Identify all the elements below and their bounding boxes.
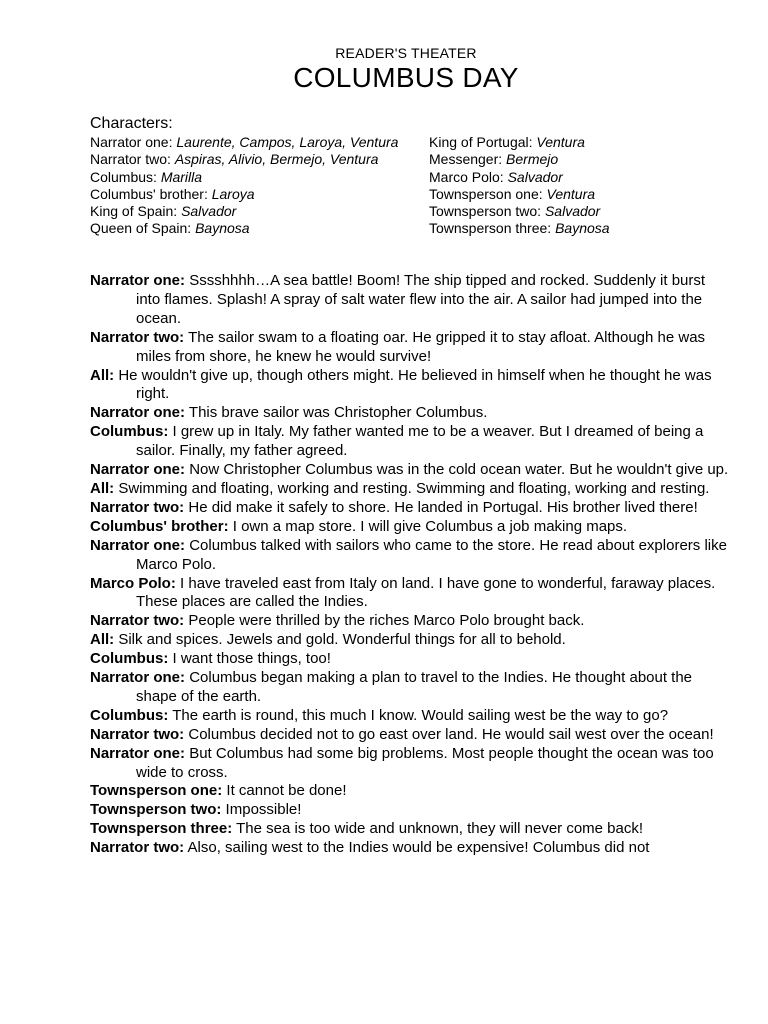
cast-entry	[429, 203, 759, 220]
cast-list-left	[90, 134, 430, 238]
dialogue-text: But Columbus had some big problems. Most people thought the ocean was too wide to cross.	[136, 744, 714, 781]
cast-entry	[90, 203, 430, 220]
cast-entry	[429, 169, 759, 186]
script-line	[90, 499, 730, 518]
cast-role: King of Portugal:	[429, 134, 537, 150]
dialogue-text: The earth is round, this much I know. Would sailing west be the way to go?	[168, 706, 669, 724]
dialogue-text: I own a map store. I will give Columbus a job making maps.	[228, 517, 628, 535]
dialogue-text: Also, sailing west to the Indies would be expensive! Columbus did not	[184, 839, 650, 857]
cast-actor: Ventura	[546, 185, 596, 202]
cast-role: Narrator one:	[90, 134, 177, 150]
script-line	[90, 631, 730, 650]
dialogue-text: I grew up in Italy. My father wanted me to be a weaver. But I dreamed of being a sailor. Finally, my father agreed.	[136, 423, 704, 460]
cast-role: Queen of Spain:	[90, 220, 196, 237]
script-line	[90, 518, 730, 537]
cast-actor: Laroya	[211, 185, 255, 202]
script-line	[90, 423, 730, 461]
speaker-name: Columbus:	[90, 706, 169, 724]
cast-role: Townsperson one:	[429, 185, 547, 202]
script-line	[90, 329, 730, 367]
speaker-name: All:	[90, 479, 115, 497]
cast-entry	[429, 151, 759, 168]
cast-role: Marco Polo:	[429, 168, 508, 185]
script-line	[90, 726, 730, 745]
speaker-name: Townsperson one:	[90, 782, 223, 800]
dialogue-text: It cannot be done!	[222, 782, 347, 800]
dialogue-text: He did make it safely to shore. He landed in Portugal. His brother lived there!	[184, 498, 698, 516]
cast-actor: Marilla	[160, 168, 203, 185]
speaker-name: All:	[90, 631, 115, 649]
dialogue-text: The sailor swam to a floating oar. He gripped it to stay afloat. Although he was miles from shore, he knew he would survive!	[136, 328, 706, 365]
speaker-name: Narrator two:	[90, 498, 185, 516]
script-line	[90, 707, 730, 726]
speaker-name: Narrator two:	[90, 725, 185, 743]
dialogue-text: He wouldn't give up, though others might. He believed in himself when he thought he was right.	[114, 366, 712, 403]
cast-actor: Aspiras, Alivio, Bermejo, Ventura	[174, 151, 379, 168]
dialogue-text: Columbus decided not to go east over land. He would sail west over the ocean!	[184, 725, 714, 743]
cast-actor: Ventura	[536, 134, 585, 150]
script-line	[90, 461, 730, 480]
cast-actor: Salvador	[507, 168, 563, 185]
speaker-name: Narrator two:	[90, 612, 185, 630]
script-line	[90, 820, 730, 839]
dialogue-text: People were thrilled by the riches Marco Polo brought back.	[184, 612, 585, 630]
script-line	[90, 480, 730, 499]
speaker-name: Narrator one:	[90, 461, 186, 479]
script-line	[90, 575, 730, 613]
speaker-name: Narrator one:	[90, 272, 186, 289]
dialogue-text: I want those things, too!	[168, 650, 331, 668]
script-line	[90, 745, 730, 783]
speaker-name: Narrator one:	[90, 669, 186, 687]
cast-role: Columbus:	[90, 168, 161, 185]
dialogue-text: Now Christopher Columbus was in the cold ocean water. But he wouldn't give up.	[185, 461, 729, 479]
script-line	[90, 367, 730, 405]
script-line	[90, 782, 730, 801]
script-line	[90, 404, 730, 423]
cast-role: Townsperson three:	[429, 220, 556, 237]
cast-entry	[90, 169, 430, 186]
document-subtitle: READER'S THEATER	[335, 45, 477, 61]
cast-entry	[429, 186, 759, 203]
cast-entry	[90, 134, 430, 151]
speaker-name: Narrator two:	[90, 328, 185, 346]
script-line	[90, 272, 730, 329]
cast-entry	[90, 220, 430, 237]
cast-role: Narrator two:	[90, 151, 175, 168]
cast-role: King of Spain:	[90, 203, 182, 220]
script-line	[90, 612, 730, 631]
speaker-name: Columbus:	[90, 650, 169, 668]
speaker-name: Townsperson two:	[90, 801, 222, 819]
cast-entry	[429, 134, 759, 151]
speaker-name: Narrator one:	[90, 536, 186, 554]
document-title: COLUMBUS DAY	[293, 62, 519, 93]
speaker-name: Columbus' brother:	[90, 517, 229, 535]
cast-actor: Baynosa	[555, 220, 610, 237]
dialogue-text: Columbus began making a plan to travel to the Indies. He thought about the shape of the earth.	[136, 669, 693, 705]
dialogue-text: This brave sailor was Christopher Columbus.	[185, 404, 488, 422]
script-line	[90, 650, 730, 669]
dialogue-text: Silk and spices. Jewels and gold. Wonderful things for all to behold.	[114, 631, 566, 649]
speaker-name: Townsperson three:	[90, 820, 233, 838]
cast-list-right	[429, 134, 759, 238]
cast-actor: Salvador	[544, 203, 601, 220]
speaker-name: Narrator one:	[90, 744, 186, 762]
cast-role: Townsperson two:	[429, 203, 545, 220]
script-line	[90, 839, 730, 858]
cast-entry	[429, 220, 759, 237]
cast-actor: Bermejo	[506, 151, 559, 168]
script-line	[90, 537, 730, 575]
speaker-name: Narrator one:	[90, 404, 186, 422]
cast-entry	[90, 186, 430, 203]
dialogue-text: Columbus talked with sailors who came to the store. He read about explorers like Marco Polo.	[136, 536, 727, 573]
dialogue-text: Impossible!	[221, 801, 302, 819]
speaker-name: Narrator two:	[90, 839, 185, 857]
speaker-name: Columbus:	[90, 423, 169, 441]
speaker-name: Marco Polo:	[90, 574, 176, 592]
cast-role: Messenger:	[429, 151, 507, 168]
dialogue-text: I have traveled east from Italy on land. I have gone to wonderful, faraway places. These places are called the Indies.	[136, 574, 716, 611]
cast-actor: Laurente, Campos, Laroya, Ventura	[176, 134, 399, 150]
cast-entry	[90, 151, 430, 168]
dialogue-text: Swimming and floating, working and resting. Swimming and floating, working and resting.	[114, 479, 710, 497]
characters-heading: Characters:	[90, 115, 173, 132]
cast-actor: Salvador	[181, 203, 237, 220]
script-line	[90, 669, 730, 707]
speaker-name: All:	[90, 366, 115, 384]
dialogue-text: Sssshhhh…A sea battle! Boom! The ship tipped and rocked. Suddenly it burst into flames. Splash! A spray of salt water flew into the air. A sailor had jumped into the ocean.	[136, 272, 706, 327]
script-body	[90, 272, 730, 858]
cast-role: Columbus' brother:	[90, 185, 212, 202]
script-line	[90, 801, 730, 820]
dialogue-text: The sea is too wide and unknown, they will never come back!	[232, 820, 644, 838]
cast-actor: Baynosa	[195, 220, 250, 237]
